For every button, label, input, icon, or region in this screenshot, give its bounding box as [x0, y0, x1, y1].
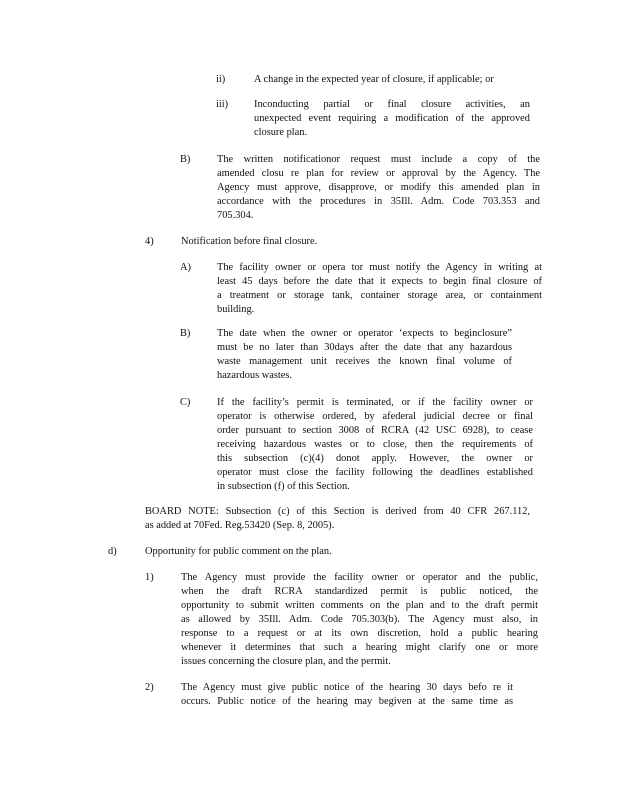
text-line: unexpected event requiring a modification of the approved: [254, 113, 530, 124]
text-line: this subsection (c)(4) donot apply. However, the owner or: [217, 453, 533, 464]
clause-label: B): [180, 328, 191, 339]
text-line: The facility owner or opera tor must notify the Agency in writing at: [217, 262, 542, 273]
clause-label: 4): [145, 236, 154, 247]
text-line: Opportunity for public comment on the plan.: [145, 546, 332, 557]
clause-text: [181, 681, 513, 709]
clause-text: [254, 73, 532, 87]
clause-text: [217, 327, 512, 383]
text-line: Notification before final closure.: [181, 236, 318, 247]
clause-text: [217, 261, 542, 317]
text-line: A change in the expected year of closure, if applicable; or: [254, 74, 494, 85]
clause-label: B): [180, 154, 191, 165]
text-line: waste management unit receives the known final volume of: [217, 356, 512, 367]
clause-label: 2): [145, 682, 154, 693]
text-line: The Agency must give public notice of the hearing 30 days befo re it: [181, 682, 513, 693]
clause-label: C): [180, 397, 191, 408]
text-line: a treatment or storage tank, container storage area, or containment: [217, 290, 542, 301]
text-line: occurs. Public notice of the hearing may begiven at the same time as: [181, 696, 513, 707]
text-line: order pursuant to section 3008 of RCRA (42 USC 6928), to cease: [217, 425, 533, 436]
text-line: hazardous wastes.: [217, 370, 293, 381]
text-line: opportunity to submit written comments on the plan and to the draft permit: [181, 600, 538, 611]
text-line: If the facility’s permit is terminated, or if the facility owner or: [217, 397, 533, 408]
text-line: must be no later than 30days after the date that any hazardous: [217, 342, 512, 353]
clause-text: [217, 153, 540, 223]
clause-text: [181, 571, 538, 669]
text-line: operator is otherwise ordered, by afederal judicial decree or final: [217, 411, 533, 422]
text-line: response to a request or at its own discretion, hold a public hearing: [181, 628, 538, 639]
clause-label: ii): [216, 74, 226, 85]
clause-label: iii): [216, 99, 229, 110]
text-line: 705.304.: [217, 210, 254, 221]
text-line: issues concerning the closure plan, and the permit.: [181, 656, 391, 667]
text-line: BOARD NOTE: Subsection (c) of this Section is derived from 40 CFR 267.112,: [145, 506, 530, 517]
text-line: in subsection (f) of this Section.: [217, 481, 350, 492]
text-line: building.: [217, 304, 255, 315]
text-line: Agency must approve, disapprove, or modify this amended plan in: [217, 182, 540, 193]
clause-text: [254, 98, 530, 140]
clause-label: d): [108, 546, 117, 557]
clause-label: A): [180, 262, 191, 273]
text-line: as added at 70Fed. Reg.53420 (Sep. 8, 2005).: [145, 520, 335, 531]
text-line: closure plan.: [254, 127, 308, 138]
text-line: The Agency must provide the facility owner or operator and the public,: [181, 572, 538, 583]
text-line: The date when the owner or operator ‘expects to beginclosure”: [217, 328, 512, 339]
text-line: when the draft RCRA standardized permit is public noticed, the: [181, 586, 538, 597]
text-line: as allowed by 35Ill. Adm. Code 705.303(b). The Agency must also, in: [181, 614, 538, 625]
clause-text: [181, 235, 381, 249]
clause-text: [145, 545, 375, 559]
text-line: whenever it determines that such a hearing might clarify one or more: [181, 642, 538, 653]
text-line: receiving hazardous wastes or to close, then the requirements of: [217, 439, 533, 450]
clause-text: [217, 396, 533, 494]
text-line: least 45 days before the date that it expects to begin final closure of: [217, 276, 542, 287]
text-line: accordance with the procedures in 35Ill. Adm. Code 703.353 and: [217, 196, 540, 207]
clause-label: 1): [145, 572, 154, 583]
text-line: operator must close the facility following the deadlines established: [217, 467, 533, 478]
text-line: Inconducting partial or final closure activities, an: [254, 99, 530, 110]
text-line: amended closu re plan for review or approval by the Agency. The: [217, 168, 540, 179]
text-line: The written notificationor request must include a copy of the: [217, 154, 540, 165]
board-note-text: [145, 505, 530, 533]
